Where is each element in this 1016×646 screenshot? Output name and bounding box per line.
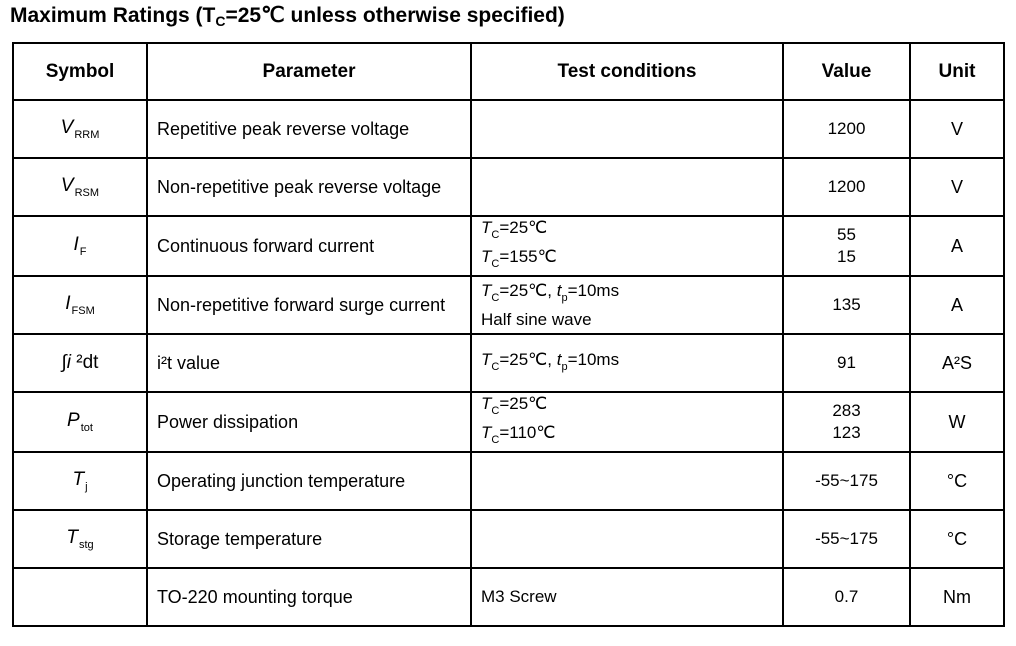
value-cell (783, 276, 910, 334)
condition-text: =25℃ (499, 394, 548, 413)
value-cell (783, 568, 910, 626)
table-row (13, 276, 1004, 334)
symbol-cell (13, 392, 147, 452)
condition-text: M3 Screw (481, 587, 557, 606)
header-value: Value (783, 43, 910, 100)
unit-cell: V (910, 158, 1004, 216)
symbol-subscript: RSM (74, 187, 100, 199)
ratings-table (12, 42, 1005, 627)
condition-line (481, 349, 782, 378)
header-unit: Unit (910, 43, 1004, 100)
unit-cell: V (910, 100, 1004, 158)
value-cell (783, 216, 910, 276)
value-cell (783, 100, 910, 158)
value-line: -55~175 (815, 529, 878, 548)
condition-symbol: T (481, 218, 492, 237)
symbol-main: T (72, 469, 85, 490)
conditions-cell (471, 100, 783, 158)
condition-line (481, 217, 782, 246)
value-cell (783, 452, 910, 510)
value-line: 55 (837, 225, 856, 244)
symbol-subscript: tot (80, 422, 93, 434)
unit-cell: W (910, 392, 1004, 452)
page-title (10, 3, 565, 29)
conditions-cell (471, 334, 783, 392)
symbol-cell (13, 100, 147, 158)
conditions-cell (471, 510, 783, 568)
header-symbol: Symbol (13, 43, 147, 100)
value-line: 15 (837, 247, 856, 266)
symbol-prefix: ∫ (61, 352, 67, 373)
condition-subscript: C (491, 360, 500, 373)
condition-symbol: T (481, 423, 492, 442)
table-row (13, 100, 1004, 158)
condition-line (481, 309, 782, 331)
table-row (13, 392, 1004, 452)
symbol-cell (13, 568, 147, 626)
value-line: 0.7 (834, 587, 859, 606)
condition-symbol: T (481, 349, 492, 369)
value-line: -55~175 (815, 471, 878, 490)
condition-text: =25℃, (499, 280, 557, 300)
parameter-cell: i²t value (147, 334, 471, 392)
condition-text: =155℃ (499, 247, 557, 266)
conditions-cell (471, 568, 783, 626)
symbol-main: V (60, 117, 74, 138)
unit-cell: A (910, 276, 1004, 334)
conditions-cell (471, 158, 783, 216)
title-subscript: C (215, 13, 226, 29)
value-line: 283 (832, 401, 861, 420)
symbol-subscript: RRM (74, 129, 100, 141)
parameter-cell: TO-220 mounting torque (147, 568, 471, 626)
symbol-suffix: ²dt (71, 352, 99, 373)
value-line: 1200 (827, 177, 866, 196)
condition-text: Half sine wave (481, 309, 592, 329)
parameter-cell: Non-repetitive peak reverse voltage (147, 158, 471, 216)
unit-cell: A (910, 216, 1004, 276)
table-row (13, 334, 1004, 392)
condition-line (481, 280, 782, 309)
table-row (13, 158, 1004, 216)
value-line: 135 (832, 295, 861, 314)
symbol-cell (13, 276, 147, 334)
unit-cell: A²S (910, 334, 1004, 392)
symbol-main: P (67, 410, 80, 431)
unit-cell: °C (910, 452, 1004, 510)
table-row (13, 510, 1004, 568)
value-cell (783, 392, 910, 452)
condition-text: =110℃ (499, 423, 556, 442)
unit-cell: Nm (910, 568, 1004, 626)
condition-subscript: C (491, 434, 500, 446)
condition-subscript: C (491, 405, 500, 417)
condition-text: =10ms (567, 349, 620, 369)
parameter-cell: Power dissipation (147, 392, 471, 452)
conditions-cell (471, 452, 783, 510)
conditions-cell (471, 216, 783, 276)
conditions-cell (471, 276, 783, 334)
parameter-cell: Operating junction temperature (147, 452, 471, 510)
table-body (13, 100, 1004, 626)
condition-line (481, 246, 782, 275)
condition-line (481, 422, 782, 451)
condition-subscript: C (491, 291, 500, 304)
table-header-row (13, 43, 1004, 100)
value-line: 123 (832, 423, 861, 442)
symbol-main: i (66, 352, 71, 373)
value-cell (783, 158, 910, 216)
symbol-subscript: F (79, 246, 87, 258)
table-row (13, 452, 1004, 510)
condition-subscript: C (491, 229, 500, 241)
condition-symbol: T (481, 394, 492, 413)
title-text: Maximum Ratings (T (10, 4, 216, 27)
symbol-cell (13, 452, 147, 510)
condition-text: =10ms (567, 280, 620, 300)
value-cell (783, 334, 910, 392)
value-cell (783, 510, 910, 568)
parameter-cell: Storage temperature (147, 510, 471, 568)
symbol-main: V (60, 175, 74, 196)
condition-subscript: p (561, 291, 568, 304)
symbol-cell (13, 158, 147, 216)
parameter-cell: Non-repetitive forward surge current (147, 276, 471, 334)
symbol-main: I (73, 234, 79, 255)
parameter-cell: Continuous forward current (147, 216, 471, 276)
symbol-subscript: stg (78, 539, 94, 551)
condition-line (481, 586, 782, 608)
header-parameter: Parameter (147, 43, 471, 100)
value-line: 91 (837, 353, 856, 372)
title-text-suffix: =25℃ unless otherwise specified) (225, 4, 565, 27)
condition-line (481, 393, 782, 422)
symbol-subscript: FSM (71, 305, 95, 317)
table-row (13, 216, 1004, 276)
condition-text: =25℃, (499, 349, 557, 369)
symbol-cell (13, 334, 147, 392)
header-test-conditions: Test conditions (471, 43, 783, 100)
condition-symbol: T (481, 280, 492, 300)
symbol-subscript: j (85, 481, 88, 493)
condition-symbol: t (556, 349, 562, 369)
symbol-cell (13, 510, 147, 568)
condition-text: =25℃ (499, 218, 548, 237)
value-line: 1200 (827, 119, 866, 138)
condition-symbol: t (556, 280, 562, 300)
parameter-cell: Repetitive peak reverse voltage (147, 100, 471, 158)
unit-cell: °C (910, 510, 1004, 568)
condition-subscript: p (561, 360, 568, 373)
symbol-main: I (65, 293, 71, 314)
symbol-main: T (66, 527, 78, 548)
conditions-cell (471, 392, 783, 452)
condition-symbol: T (481, 247, 492, 266)
table-row (13, 568, 1004, 626)
symbol-cell (13, 216, 147, 276)
condition-subscript: C (491, 258, 500, 270)
